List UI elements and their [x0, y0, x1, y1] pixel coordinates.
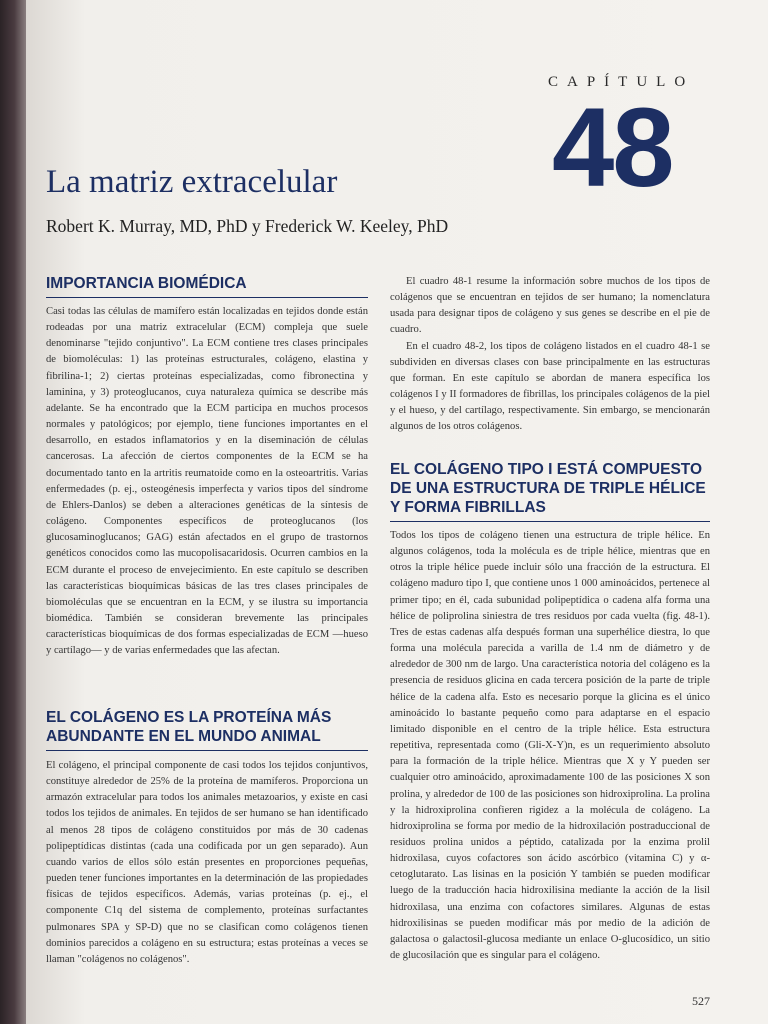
- authors: Robert K. Murray, MD, PhD y Frederick W. Keeley, PhD: [46, 216, 449, 236]
- book-spine: [0, 0, 26, 1024]
- paragraph-cuadro-48-1: El cuadro 48-1 resume la información sobre muchos de los tipos de colágenos que se encuentran en tejidos de ser humano; la nomenclatura usada para designar tipos de colágeno y sus genes se describe en el pie de cuadro.: [390, 276, 710, 336]
- heading-importancia: IMPORTANCIA BIOMÉDICA: [46, 274, 368, 298]
- chapter-number: 48: [552, 85, 673, 210]
- chapter-title: La matriz extracelular: [46, 164, 338, 200]
- page-number: 527: [692, 994, 710, 1008]
- section-colageno-abundante: [46, 708, 368, 751]
- body-importancia: [46, 304, 368, 659]
- body-colageno-abundante: [46, 758, 368, 968]
- paragraph-cuadro-48-2: En el cuadro 48-2, los tipos de colágeno listados en el cuadro 48-1 se subdividen en diversas clases con base principalmente en las estructuras que forman. En este capítulo se abordan de manera específica los colágenos I y II formadores de fibrillas, los principales colágenos de la piel y el hueso, y del cartílago, respectivamente. Sin embargo, se mencionarán algunos de los otros colágenos.: [390, 340, 710, 433]
- section-colageno-tipo1: [390, 460, 710, 522]
- paragraph-colageno-tipo1: Todos los tipos de colágeno tienen una estructura de triple hélice. En algunos colágenos, toda la molécula es de triple hélice, mientras que en otros la triple hélice puede incluir sólo una fracción de la estructura. El colágeno maduro tipo I, que contiene unos 1 000 aminoácidos, pertenece al primer tipo; en él, cada subunidad polipeptídica o cadena alfa forma una hélice de poliprolina siniestra de tres residuos por cada vuelta (fig. 48-1). Tres de estas cadenas alfa después forman una superhélice diestra, lo que forma una molécula parecida a varilla de 1.4 nm de diámetro y de alrededor de 300 nm de largo. Una característica notoria del colágeno es la presencia de residuos glicina en cada tercera posición de la parte de triple hélice de la cadena alfa. Esto es necesario porque la glicina es el único aminoácido lo bastante pequeño como para adaptarse en el espacio limitado disponible en el centro de la triple hélice. Esta estructura repetitiva, representada como (Gli-X-Y)n, es un requerimiento absoluto para la formación de la triple hélice. Mientras que X y Y pueden ser cualquier otro aminoácido, aproximadamente 100 de las posiciones X son prolina, y alrededor de 100 de las posiciones son hidroxiprolina. La prolina y la hidroxiprolina confieren rigidez a la molécula de colágeno. La hidroxiprolina se forma por medio de la hidroxilación postraduccional de residuos prolina unidos a péptido, catalizada por la enzima prolil hidroxilasa, cuyos cofactores son ácido ascórbico (vitamina C) y α-cetoglutarato. Las lisinas en la posición Y también se pueden modificar luego de la traducción hacia hidroxilisina mediante la acción de la lisil hidroxilasa, una enzima con cofactores similares. Algunas de estas hidroxilisinas se pueden modificar más por medio de la adición de galactosa o galactosil-glucosa mediante un enlace O-glucosídico, un sitio de glucosilación que es singular para el colágeno.: [390, 530, 710, 962]
- body-colageno-tipo1: [390, 528, 710, 964]
- paragraph-importancia: Casi todas las células de mamífero están localizadas en tejidos donde están rodeadas por una matriz extracelular (ECM) compleja que suele denominarse "tejido conjuntivo". La ECM contiene tres clases principales de biomoléculas: 1) las proteínas estructurales, colágeno, elastina y fibrilina-1; 2) ciertas proteínas especializadas, como fibronectina y laminina, y 3) proteoglucanos, cuya naturaleza química se describe más adelante. Se ha encontrado que la ECM participa en muchos procesos normales y patológicos; por ejemplo, tiene funciones importantes en el desarrollo, en estados inflamatorios y en la diseminación de células cancerosas. La afección de ciertos componentes de la ECM se ha documentado tanto en la artritis reumatoide como en la osteoartritis. Varias enfermedades (p. ej., osteogénesis imperfecta y varios tipos del síndrome de Ehlers-Danlos) se deben a alteraciones genéticas de la síntesis de colágeno. Componentes específicos de proteoglucanos (los glucosaminoglucanos; GAG) están afectados en el grupo de trastornos genéticos conocidos como las mucopolisacaridosis. Ocurren cambios en la ECM durante el proceso de envejecimiento. En este capítulo se describen las características bioquímicas básicas de las tres clases principales de biomoléculas que se encuentran en la ECM, y se ilustra su importancia biomédica. También se consideran brevemente las principales características bioquímicas de dos formas especializadas de ECM —hueso y cartílago— y de varias enfermedades que las afectan.: [46, 306, 368, 657]
- section-cuadros: [390, 274, 710, 436]
- chapter-label: CAPÍTULO: [548, 74, 695, 90]
- paragraph-colageno-abundante: El colágeno, el principal componente de casi todos los tejidos conjuntivos, constituye alrededor de 25% de la proteína de mamíferos. Proporciona un armazón extracelular para todos los animales metazoarios, y existe en casi todos los tejidos de animales. En tejidos de ser humano se han identificado al menos 28 tipos de colágeno constituidos por más de 30 cadenas polipeptídicas distintas (cada una codificada por un gen separado). Aun cuando varios de ellos sólo están presentes en proporciones pequeñas, pueden tener funciones importantes en la determinación de las propiedades físicas de tejidos específicos. Además, varias proteínas (p. ej., el componente C1q del sistema de complemento, proteínas surfactantes pulmonares SPA y SP-D) que no se clasifican como colágenos tienen dominios parecidos a colágeno en su estructura; estas proteínas a veces se llaman "colágenos no colágenos".: [46, 760, 368, 965]
- heading-colageno-tipo1: EL COLÁGENO TIPO I ESTÁ COMPUESTO DE UNA ESTRUCTURA DE TRIPLE HÉLICE Y FORMA FIBRILLAS: [390, 460, 710, 522]
- heading-colageno-abundante: EL COLÁGENO ES LA PROTEÍNA MÁS ABUNDANTE EN EL MUNDO ANIMAL: [46, 708, 368, 751]
- section-importancia: [46, 274, 368, 298]
